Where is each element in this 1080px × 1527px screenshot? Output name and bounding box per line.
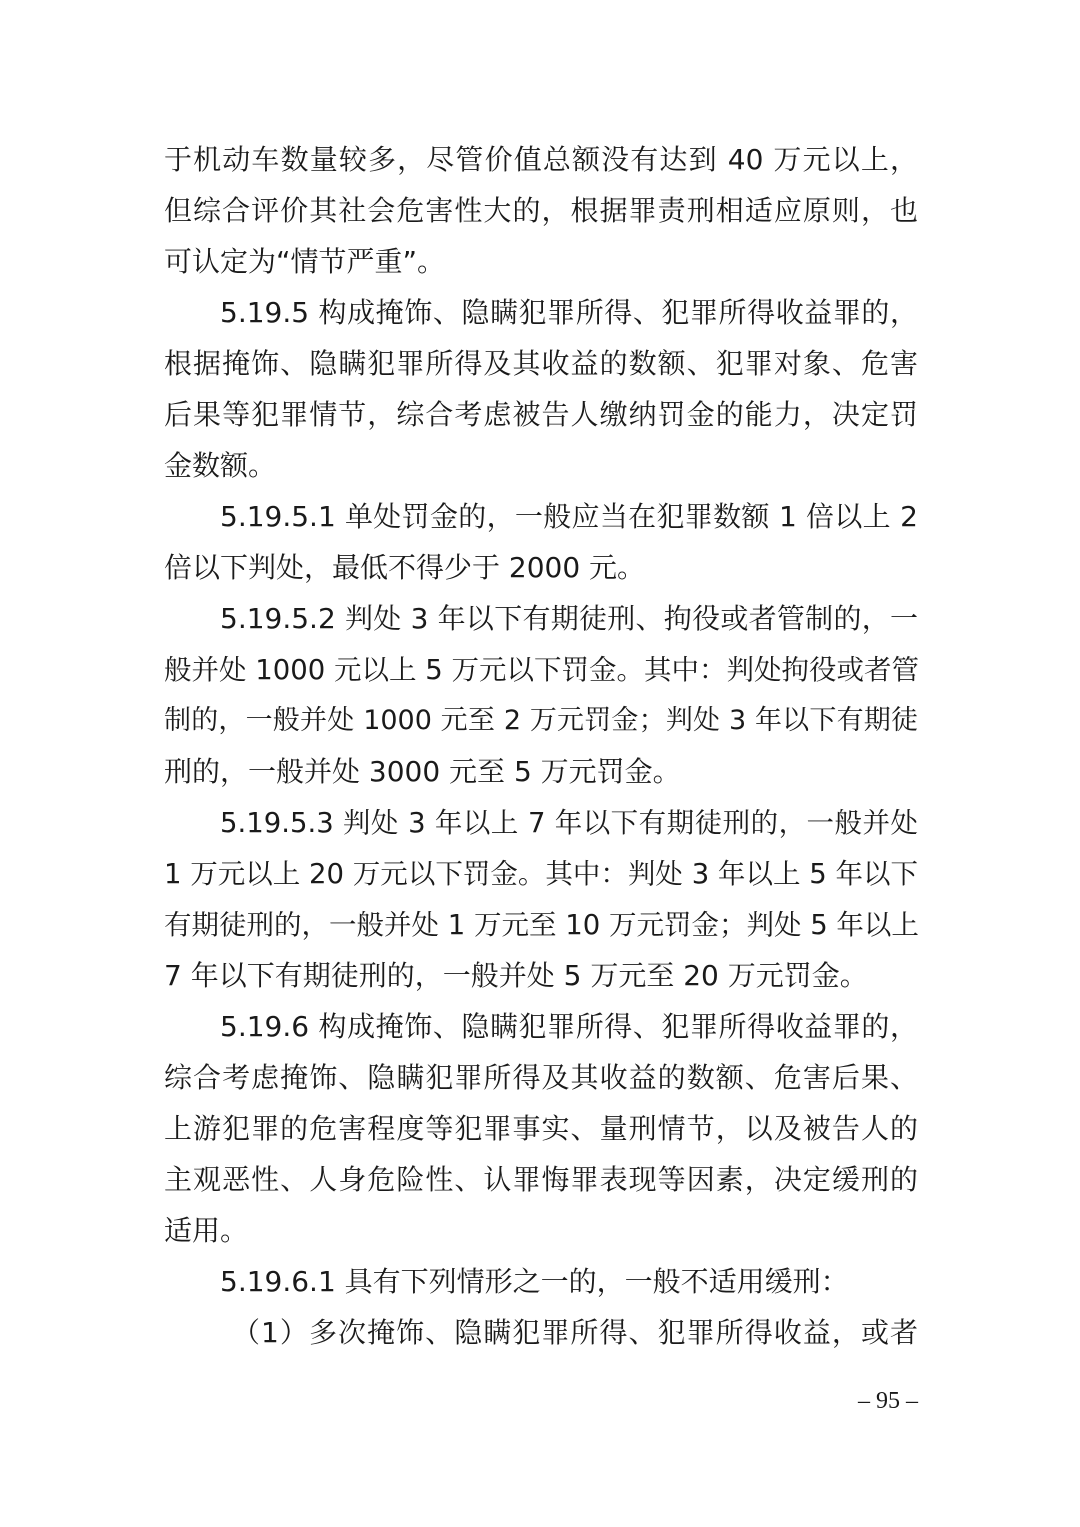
text-line: 根据掩饰、隐瞒犯罪所得及其收益的数额、犯罪对象、危害 <box>164 347 918 380</box>
text-line: 后果等犯罪情节，综合考虑被告人缴纳罚金的能力，决定罚 <box>164 398 918 431</box>
text-line: 7 年以下有期徒刑的，一般并处 5 万元至 20 万元罚金。 <box>164 959 868 992</box>
text-line: 5.19.5.1 单处罚金的，一般应当在犯罪数额 1 倍以上 2 <box>220 500 918 533</box>
text-line: 5.19.6.1 具有下列情形之一的，一般不适用缓刑： <box>220 1265 849 1298</box>
text-line: 主观恶性、人身危险性、认罪悔罪表现等因素，决定缓刑的 <box>164 1163 918 1196</box>
text-line: 倍以下判处，最低不得少于 2000 元。 <box>164 551 646 584</box>
text-line: 但综合评价其社会危害性大的，根据罪责刑相适应原则，也 <box>164 194 918 227</box>
text-line: 上游犯罪的危害程度等犯罪事实、量刑情节，以及被告人的 <box>164 1112 918 1145</box>
text-line: 1 万元以上 20 万元以下罚金。其中：判处 3 年以上 5 年以下 <box>164 858 918 890</box>
text-line: 刑的，一般并处 3000 元至 5 万元罚金。 <box>164 755 681 788</box>
text-line: 适用。 <box>164 1214 249 1247</box>
text-line: 5.19.6 构成掩饰、隐瞒犯罪所得、犯罪所得收益罪的， <box>220 1010 918 1043</box>
text-line: 制的，一般并处 1000 元至 2 万元罚金；判处 3 年以下有期徒 <box>164 705 918 736</box>
text-line: 可认定为“情节严重”。 <box>164 245 446 278</box>
text-line: 5.19.5.3 判处 3 年以上 7 年以下有期徒刑的，一般并处 <box>220 807 918 839</box>
text-line: 金数额。 <box>164 449 277 482</box>
text-line: 于机动车数量较多，尽管价值总额没有达到 40 万元以上， <box>164 143 918 176</box>
text-line: 综合考虑掩饰、隐瞒犯罪所得及其收益的数额、危害后果、 <box>164 1061 918 1094</box>
text-line: （1）多次掩饰、隐瞒犯罪所得、犯罪所得收益，或者 <box>232 1316 918 1349</box>
page-number: – 95 – <box>858 1388 918 1414</box>
text-line: 有期徒刑的，一般并处 1 万元至 10 万元罚金；判处 5 年以上 <box>164 909 919 941</box>
text-line: 般并处 1000 元以上 5 万元以下罚金。其中：判处拘役或者管 <box>164 654 919 686</box>
text-line: 5.19.5 构成掩饰、隐瞒犯罪所得、犯罪所得收益罪的， <box>220 296 918 329</box>
text-line: 5.19.5.2 判处 3 年以下有期徒刑、拘役或者管制的，一 <box>220 602 918 635</box>
